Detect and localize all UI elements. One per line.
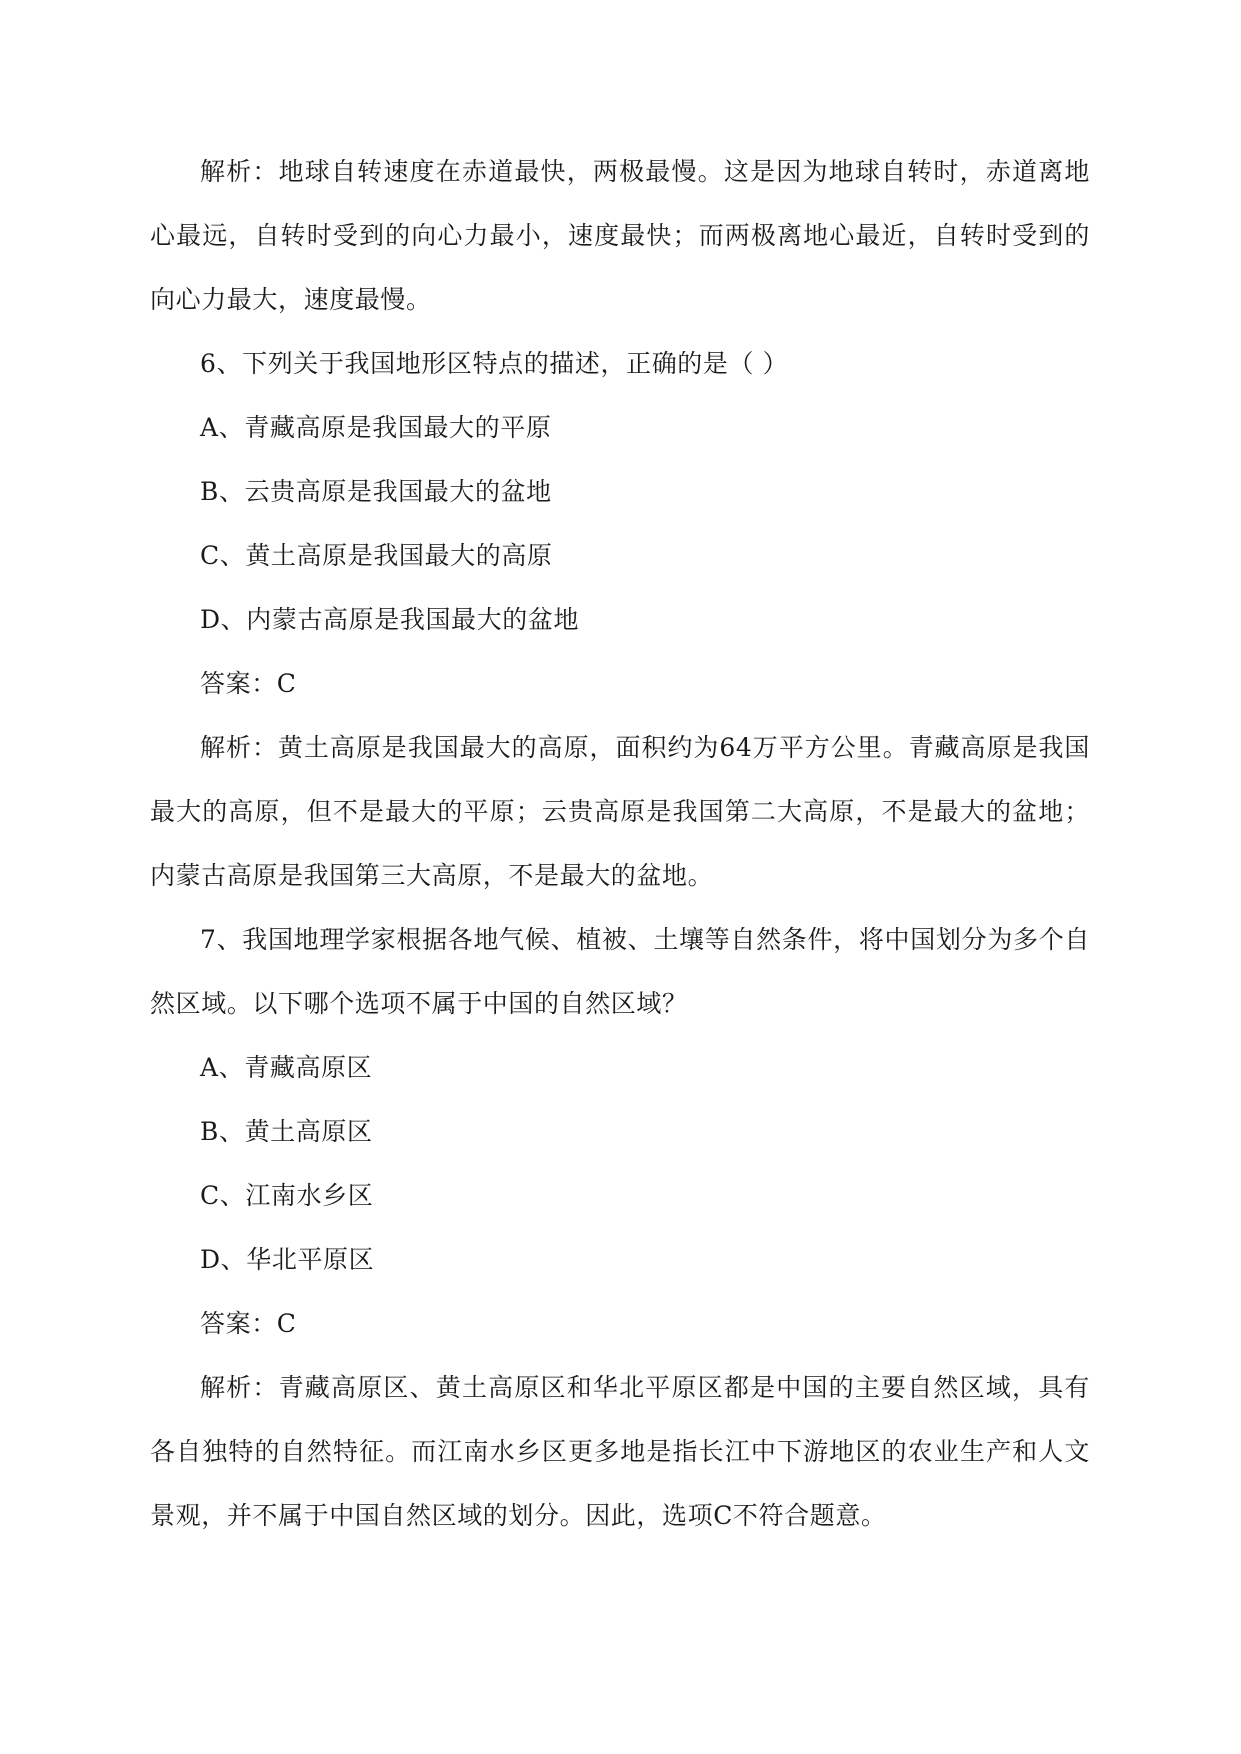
q6-analysis: 解析：黄土高原是我国最大的高原，面积约为64万平方公里。青藏高原是我国最大的高原，但不是最大的平原；云贵高原是我国第二大高原，不是最大的盆地；内蒙古高原是我国第三大高原，不是最大的盆地。 [150,733,1090,890]
q7-option-d: D、华北平原区 [200,1245,375,1274]
q7-option-b: B、黄土高原区 [200,1117,373,1146]
q5-analysis: 解析：地球自转速度在赤道最快，两极最慢。这是因为地球自转时，赤道离地心最远，自转时受到的向心力最小，速度最快；而两极离地心最近，自转时受到的向心力最大，速度最慢。 [150,157,1090,314]
q7-option-c: C、江南水乡区 [200,1181,374,1210]
q6-option-c: C、黄土高原是我国最大的高原 [200,541,553,570]
q6-option-a: A、青藏高原是我国最大的平原 [200,413,552,442]
q7-analysis: 解析：青藏高原区、黄土高原区和华北平原区都是中国的主要自然区域，具有各自独特的自然特征。而江南水乡区更多地是指长江中下游地区的农业生产和人文景观，并不属于中国自然区域的划分。因此，选项C不符合题意。 [150,1373,1090,1530]
q6-answer: 答案：C [200,669,297,698]
q7-option-a: A、青藏高原区 [200,1053,373,1082]
q7-answer: 答案：C [200,1309,297,1338]
q6-option-b: B、云贵高原是我国最大的盆地 [200,477,552,506]
document-body [150,140,1090,1548]
q7-stem: 7、我国地理学家根据各地气候、植被、土壤等自然条件，将中国划分为多个自然区域。以下哪个选项不属于中国的自然区域？ [150,925,1090,1018]
q6-option-d: D、内蒙古高原是我国最大的盆地 [200,605,580,634]
q6-stem: 6、下列关于我国地形区特点的描述，正确的是（ ） [200,349,789,378]
